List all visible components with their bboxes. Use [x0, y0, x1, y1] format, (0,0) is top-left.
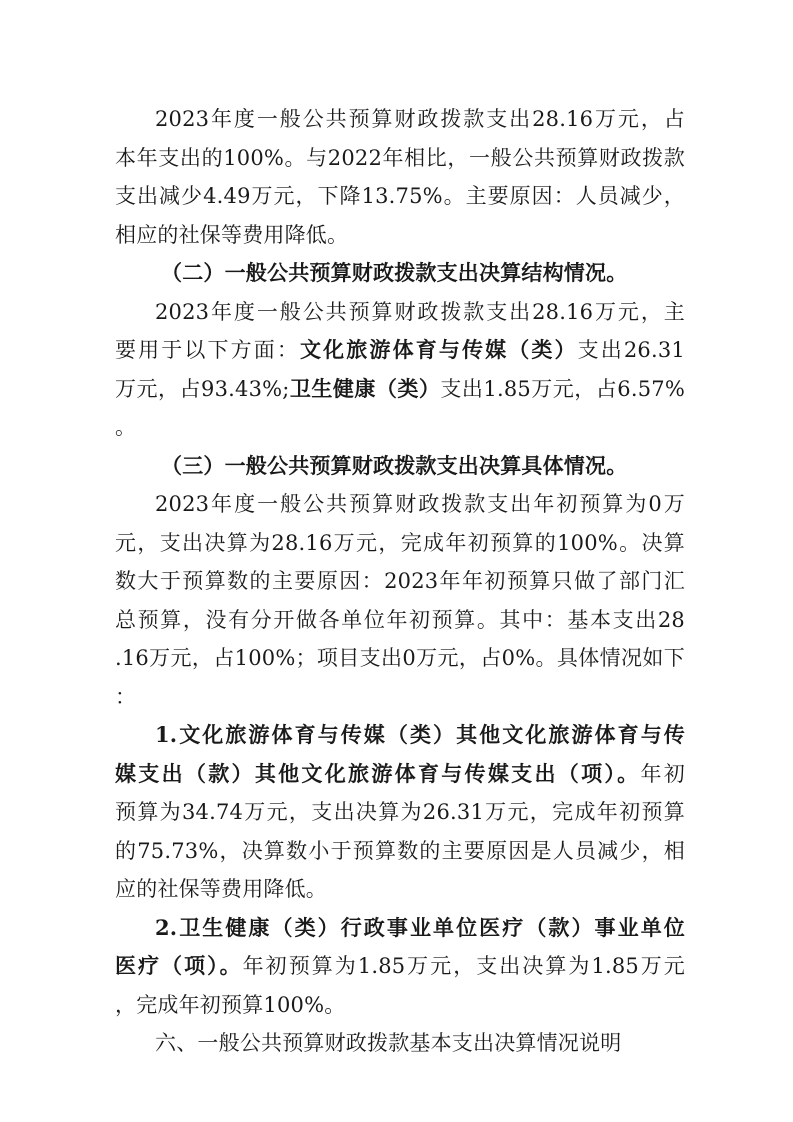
- item1-title-part1: 1.文化旅游体育与传媒（类）其他文化旅游体育与传: [155, 722, 685, 747]
- p2-line-4: 。: [115, 415, 137, 439]
- p2-line-3: [115, 370, 685, 409]
- document-page: [115, 100, 685, 1063]
- item1-line-5: 应的社保等费用降低。: [115, 877, 327, 901]
- item1-line-4: 的75.73%，决算数小于预算数的主要原因是人员减少，相: [115, 838, 685, 863]
- p1-line-3: 支出减少4.49万元，下降13.75%。主要原因：人员减少，: [115, 184, 685, 208]
- item2-line-2-rest: 年初预算为1.85万元，支出决算为1.85万元: [242, 954, 685, 978]
- item2-title-part1: 2.卫生健康（类）行政事业单位医疗（款）事业单位: [155, 914, 685, 940]
- p2-line-2-category-culture: 文化旅游体育与传媒（类）: [300, 337, 578, 362]
- heading-structure: （二）一般公共预算财政拨款支出决算结构情况。: [161, 260, 628, 285]
- section-6-heading: 六、一般公共预算财政拨款基本支出决算情况说明: [155, 1031, 622, 1055]
- item2-line-1: [115, 909, 685, 948]
- p2-line-3-text-c: 支出1.85万元，占6.57%: [440, 376, 685, 401]
- p2-line-2-text-a: 要用于以下方面：: [115, 338, 301, 362]
- item1-line-2: [115, 755, 685, 794]
- p1-line-2: 本年支出的100%。与2022年相比，一般公共预算财政拨款: [115, 145, 685, 170]
- p2-line-3-text-a: 万元，占93.43%;: [115, 376, 290, 401]
- p3-line-5: .16万元，占100%；项目支出0万元，占0%。具体情况如下: [115, 646, 685, 670]
- p3-line-1: 2023年度一般公共预算财政拨款支出年初预算为0万: [155, 492, 685, 516]
- heading-details: （三）一般公共预算财政拨款支出决算具体情况。: [161, 452, 628, 478]
- item2-line-2: [115, 947, 685, 986]
- item2-line-3: ，完成年初预算100%。: [115, 992, 346, 1017]
- p2-line-2: [115, 331, 685, 370]
- p1-line-4: 相应的社保等费用降低。: [115, 222, 349, 247]
- p3-line-2: 元，支出决算为28.16万元，完成年初预算的100%。决算: [115, 530, 685, 555]
- item1-title-part2: 媒支出（款）其他文化旅游体育与传媒支出（项）。: [115, 760, 641, 786]
- p1-line-1: 2023年度一般公共预算财政拨款支出28.16万元，占: [155, 107, 685, 131]
- p3-line-6: ：: [115, 684, 137, 709]
- item1-line-3: 预算为34.74万元，支出决算为26.31万元，完成年初预算: [115, 800, 685, 824]
- p2-line-2-text-c: 支出26.31: [577, 338, 685, 362]
- p3-line-4: 总预算，没有分开做各单位年初预算。其中：基本支出28: [115, 607, 685, 632]
- p2-line-1: 2023年度一般公共预算财政拨款支出28.16万元，主: [155, 299, 685, 324]
- item1-line-2-rest: 年初: [640, 761, 685, 786]
- item1-line-1: [115, 716, 685, 755]
- p3-line-3: 数大于预算数的主要原因：2023年年初预算只做了部门汇: [115, 569, 685, 593]
- p2-line-3-category-health: 卫生健康（类）: [289, 375, 441, 401]
- item2-title-part2: 医疗（项）。: [115, 953, 243, 978]
